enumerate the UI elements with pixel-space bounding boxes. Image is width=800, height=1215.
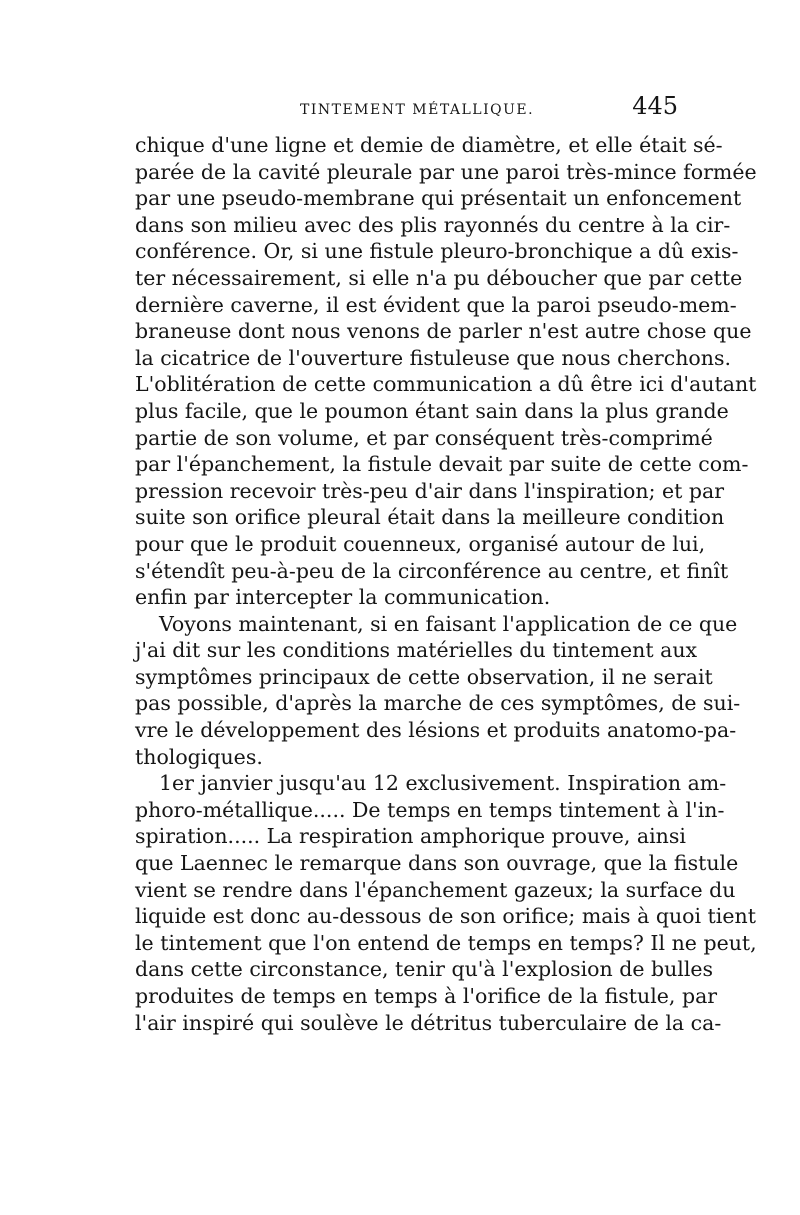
text-line: dans cette circonstance, tenir qu'à l'explosion de bulles <box>135 957 714 982</box>
text-line: j'ai dit sur les conditions matérielles du tintement aux <box>135 638 698 663</box>
text-line: pression recevoir très-peu d'air dans l'inspiration; et par <box>135 478 725 503</box>
running-title: TINTEMENT MÉTALLIQUE. <box>300 102 535 118</box>
text-line: braneuse dont nous venons de parler n'est autre chose que <box>135 319 752 344</box>
text-line: 1er janvier jusqu'au 12 exclusivement. Inspiration am- <box>159 771 727 796</box>
text-line: symptômes principaux de cette observation, il ne serait <box>135 664 713 689</box>
text-line: conférence. Or, si une fistule pleuro-bronchique a dû exis- <box>135 239 739 264</box>
text-line: plus facile, que le poumon étant sain dans la plus grande <box>135 398 729 423</box>
text-line: que Laennec le remarque dans son ouvrage, que la fistule <box>135 851 739 876</box>
text-line: spiration..... La respiration amphorique prouve, ainsi <box>135 824 686 849</box>
text-line: s'étendît peu-à-peu de la circonférence au centre, et finît <box>135 558 729 583</box>
text-line: la cicatrice de l'ouverture fistuleuse que nous cherchons. <box>135 345 732 370</box>
text-line: chique d'une ligne et demie de diamètre, et elle était sé- <box>135 133 723 157</box>
text-line: ter nécessairement, si elle n'a pu déboucher que par cette <box>135 265 743 290</box>
text-line: pour que le produit couenneux, organisé autour de lui, <box>135 531 706 556</box>
body-text <box>135 132 757 1036</box>
text-line: L'oblitération de cette communication a dû être ici d'autant <box>135 372 757 397</box>
text-line: pas possible, d'après la marche de ces symptômes, de sui- <box>135 691 741 716</box>
page-header <box>135 92 680 132</box>
book-page <box>135 92 757 1036</box>
text-line: vient se rendre dans l'épanchement gazeux; la surface du <box>135 877 736 902</box>
text-line: le tintement que l'on entend de temps en temps? Il ne peut, <box>135 930 757 955</box>
text-line: l'air inspiré qui soulève le détritus tuberculaire de la ca- <box>135 1010 722 1035</box>
text-line: Voyons maintenant, si en faisant l'application de ce que <box>159 611 738 636</box>
text-line: par une pseudo-membrane qui présentait un enfoncement <box>135 186 742 211</box>
text-line: par l'épanchement, la fistule devait par suite de cette com- <box>135 452 749 477</box>
text-line: dernière caverne, il est évident que la paroi pseudo-mem- <box>135 292 737 317</box>
text-line: dans son milieu avec des plis rayonnés du centre à la cir- <box>135 212 731 237</box>
text-line: phoro-métallique..... De temps en temps tintement à l'in- <box>135 797 725 822</box>
text-line: parée de la cavité pleurale par une paroi très-mince formée <box>135 159 757 184</box>
text-line: liquide est donc au-dessous de son orifice; mais à quoi tient <box>135 904 756 929</box>
text-line: suite son orifice pleural était dans la meilleure condition <box>135 505 725 530</box>
text-line: enfin par intercepter la communication. <box>135 585 551 610</box>
text-line: vre le développement des lésions et produits anatomo-pa- <box>135 718 737 743</box>
text-line: thologiques. <box>135 744 263 769</box>
page-number: 445 <box>632 92 678 120</box>
text-line: produites de temps en temps à l'orifice de la fistule, par <box>135 984 718 1008</box>
text-line: partie de son volume, et par conséquent très-comprimé <box>135 425 713 450</box>
